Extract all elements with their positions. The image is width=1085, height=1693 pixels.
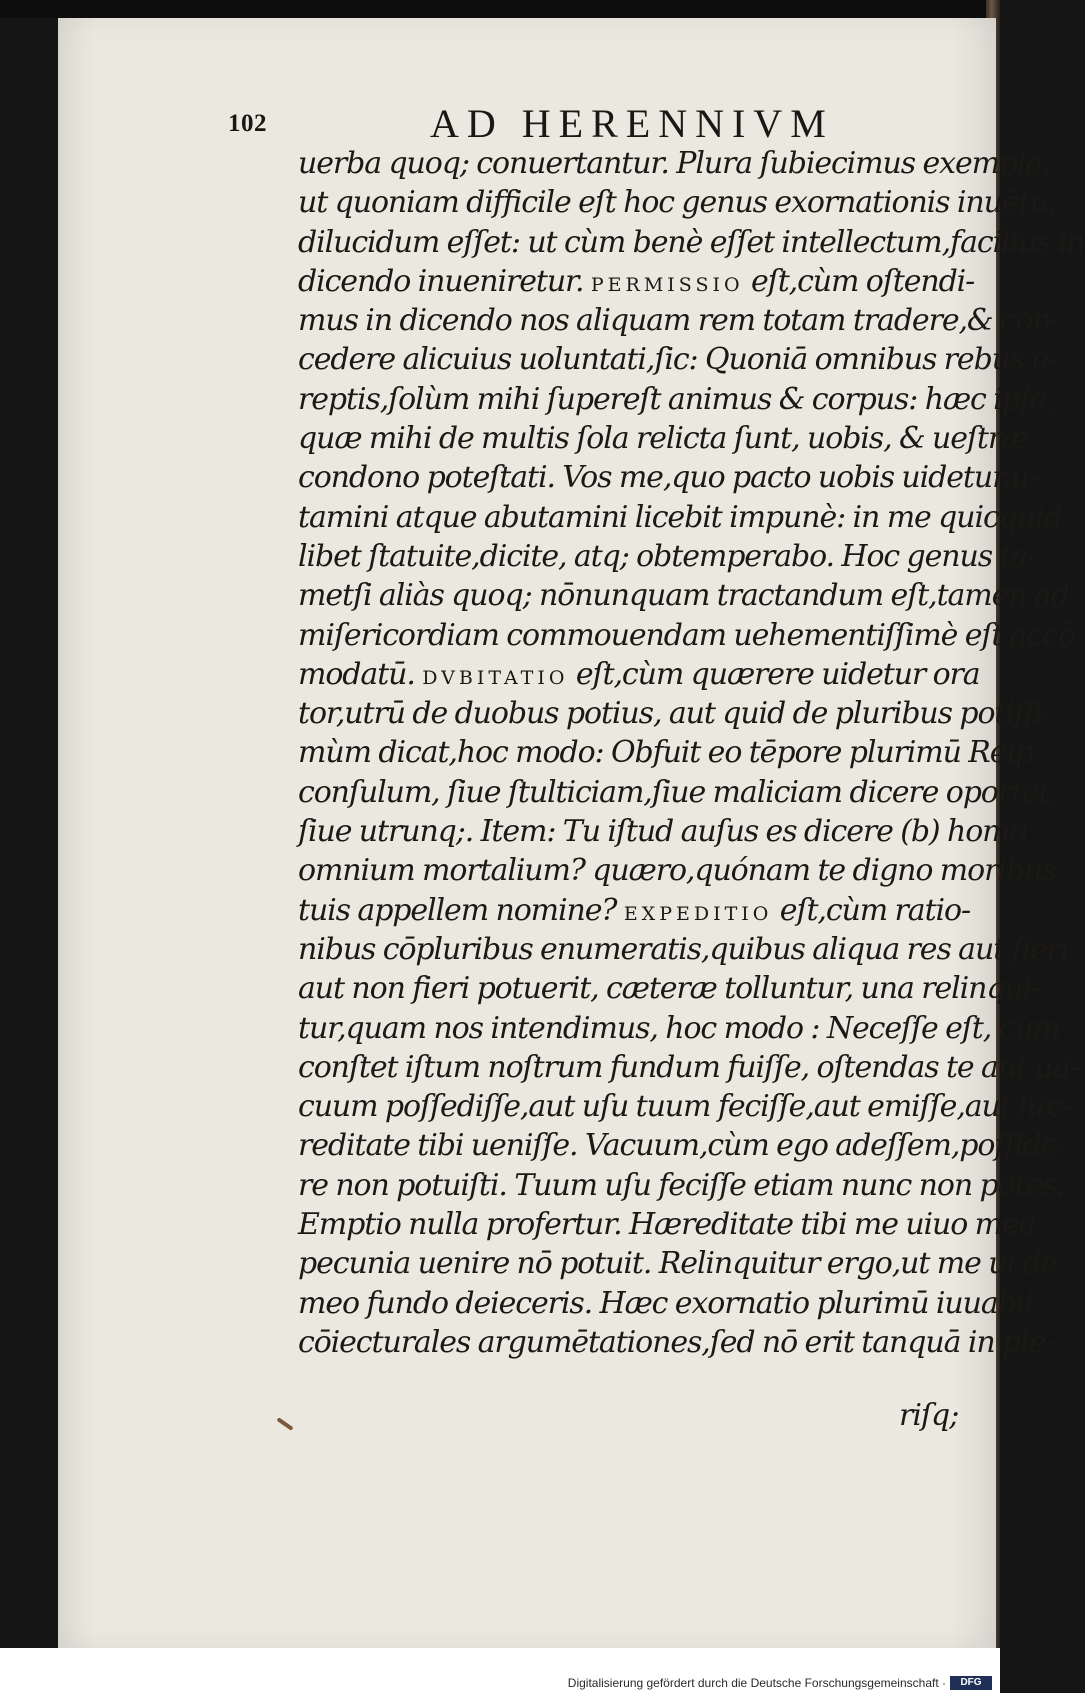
text-line [298, 458, 1038, 497]
text-line-content: cōiecturales argumētationes,ſed nō erit tanquā in ple- [298, 1324, 1055, 1360]
text-line-content: cedere alicuius uoluntati,ſic: Quoniā omnibus rebus e- [298, 342, 1058, 378]
text-line-content: quæ mihi de multis ſola relicta ſunt, uobis, & ueſtræ [298, 421, 1029, 457]
text-line [298, 380, 1056, 419]
text-line-content: libet ſtatuite,dicite, atq; obtemperabo. Hoc genus ta- [298, 538, 1037, 574]
text-line [298, 537, 1037, 576]
text-line-content: conſulum, ſiue ſtulticiam,ſiue maliciam dicere oportet, [298, 774, 1058, 810]
text-line [298, 655, 980, 694]
text-line-content: ut quoniam difficile eſt hoc genus exornationis inuētu, [298, 185, 1057, 221]
dfg-logo: DFG [950, 1676, 992, 1690]
scan-background-top [0, 0, 1000, 18]
text-line-content: tur,quam nos intendimus, hoc modo : Neceſſe eſt, cùm [298, 1010, 1060, 1046]
text-line [298, 1323, 1055, 1362]
text-line-content: conſtet iſtum noſtrum fundum fuiſſe, oſtendas te aut ua- [298, 1049, 1079, 1085]
small-caps-term: EXPEDITIO [623, 902, 773, 925]
text-line [298, 1087, 1073, 1126]
text-line-content: tuis appellem nomine? [298, 892, 617, 928]
text-line-content: tamini atque abutamini licebit impunè: in me quicquid [298, 499, 1062, 535]
text-line-content: cuum poſſediſſe,aut uſu tuum feciſſe,aut emiſſe,aut hæ- [298, 1089, 1073, 1125]
small-caps-term: DVBITATIO [422, 666, 569, 689]
text-line [298, 419, 1029, 458]
text-line [298, 144, 1052, 183]
text-line-content: condono poteſtati. Vos me,quo pacto uobis uidetur,u- [298, 460, 1038, 496]
text-line-content: uerba quoq; conuertantur. Plura ſubiecimus exempla: [298, 146, 1052, 181]
text-line [298, 694, 1052, 733]
text-line [298, 1284, 1036, 1323]
text-line [298, 1244, 1058, 1283]
text-line-content: ſiue utrunq;. Item: Tu iſtud auſus es dicere (b) homo [298, 814, 1027, 850]
text-line-content: re non potuiſti. Tuum uſu feciſſe etiam nunc non potes: [298, 1167, 1066, 1203]
text-line [298, 301, 1060, 340]
text-line-content: dilucidum eſſet: ut cùm benè eſſet intellectum,facilius in [298, 224, 1085, 260]
text-line-content: pecunia uenire nō potuit. Relinquitur ergo,ut me ui de [298, 1246, 1058, 1282]
text-line-content: dicendo inueniretur. [298, 263, 584, 299]
text-line-continuation: eſt,cùm oſtendi- [751, 263, 975, 299]
catchword: riſq; [899, 1398, 959, 1433]
text-line [298, 851, 1057, 890]
text-line-continuation: eſt,cùm quærere uidetur ora [575, 656, 980, 692]
text-line [298, 733, 1042, 772]
text-line-content: nibus cōpluribus enumeratis,quibus aliqua res aut fieri [298, 931, 1069, 967]
text-line [298, 773, 1058, 812]
text-line [298, 812, 1027, 851]
text-line [298, 930, 1069, 969]
page-number: 102 [228, 110, 267, 137]
text-line [298, 891, 971, 930]
text-line [298, 576, 1069, 615]
body-text [298, 144, 1085, 1362]
text-line-content: metſi aliàs quoq; nōnunquam tractandum eſt,tamen ad [298, 578, 1069, 614]
footer-credit: Digitalisierung gefördert durch die Deutsche Forschungsgemeinschaft · [567, 1676, 946, 1690]
text-line-content: mùm dicat,hoc modo: Obfuit eo tēpore plurimū Reip. [298, 735, 1042, 771]
text-line [298, 1009, 1060, 1048]
text-line [298, 223, 1085, 262]
text-line [298, 969, 1041, 1008]
text-line-content: omnium mortalium? quæro,quónam te digno moribus [298, 853, 1057, 889]
text-line-content: tor,utrū de duobus potius, aut quid de pluribus potiſſi- [298, 696, 1052, 732]
text-line [298, 616, 1075, 655]
text-line-content: aut non fieri potuerit, cæteræ tolluntur, una relinqui- [298, 971, 1041, 1007]
text-line-content: modatū. [298, 656, 415, 692]
text-line-content: mus in dicendo nos aliquam rem totam tradere,& con- [298, 303, 1060, 339]
text-line-content: miſericordiam commouendam uehementiſſimè eſt accō [298, 617, 1075, 653]
text-line [298, 183, 1057, 222]
text-line [298, 1205, 1036, 1244]
text-line-continuation: eſt,cùm ratio- [779, 892, 971, 928]
small-caps-term: PERMISSIO [590, 273, 744, 296]
text-line [298, 1126, 1067, 1165]
text-line-content: reditate tibi ueniſſe. Vacuum,cùm ego adeſſem,poſſide- [298, 1128, 1067, 1164]
text-line [298, 340, 1058, 379]
running-head: AD HERENNIVM [430, 101, 834, 146]
text-line [298, 262, 975, 301]
text-line [298, 498, 1062, 537]
text-line-content: Emptio nulla profertur. Hæreditate tibi me uiuo mea [298, 1207, 1036, 1243]
text-line-content: reptis,ſolùm mihi ſupereſt animus & corpus: hæc ipſa, [298, 381, 1056, 417]
text-line [298, 1048, 1079, 1087]
text-line [298, 1166, 1066, 1205]
text-line-content: meo fundo deieceris. Hæc exornatio plurimū iuuabit [298, 1285, 1036, 1321]
